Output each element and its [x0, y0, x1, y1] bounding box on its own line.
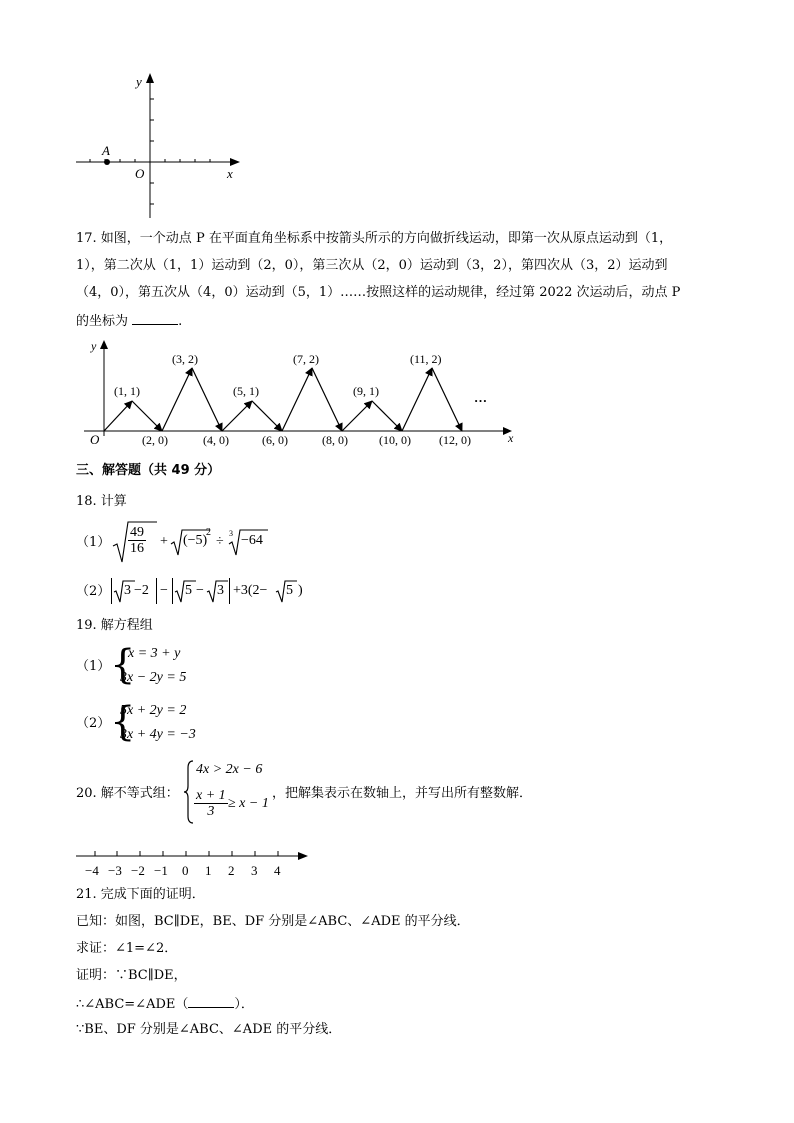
- tick-label: 0: [182, 863, 189, 878]
- minus-sign: −: [160, 583, 168, 598]
- close-paren: ): [298, 583, 303, 598]
- point-label-4-0: (4, 0): [203, 433, 229, 447]
- point-label-6-0: (6, 0): [262, 433, 288, 447]
- equation-1: x = 3 + y: [128, 646, 181, 661]
- q21-proof-line-1: 证明：∵BC∥DE，: [76, 968, 187, 983]
- tick-label: 4: [274, 863, 281, 878]
- x-axis-label: x: [227, 166, 233, 181]
- q18-p1-cbrt-body: −64: [241, 533, 263, 548]
- point-label-9-1: (9, 1): [353, 384, 379, 398]
- point-label-7-2: (7, 2): [293, 352, 319, 366]
- left-brace: [184, 760, 194, 824]
- fraction-denominator: 3: [207, 804, 215, 819]
- x-axis-label: x: [508, 431, 514, 445]
- tick-label: −1: [154, 863, 168, 878]
- tick-label: 1: [205, 863, 212, 878]
- section-3-title: 三、解答题（共 49 分）: [76, 463, 221, 478]
- plus-sign: +: [160, 534, 168, 549]
- q21-proof-line-2: [76, 995, 254, 1013]
- y-axis-label: y: [91, 339, 97, 353]
- radicand: 3: [217, 583, 224, 598]
- point-a-label: A: [102, 143, 110, 158]
- ellipsis: …: [474, 390, 487, 405]
- number-line-arrow: [298, 852, 308, 860]
- left-brace: {: [110, 642, 136, 688]
- q17-line-4: [76, 312, 182, 330]
- fraction-denominator: 16: [130, 541, 144, 556]
- q19-part1-label: （1）: [76, 659, 111, 674]
- y-axis-label: y: [136, 74, 142, 89]
- root-index: 3: [229, 529, 233, 538]
- q17-answer-suffix: .: [178, 314, 183, 329]
- division-sign: ÷: [216, 534, 224, 549]
- abs-bar: [111, 578, 112, 604]
- origin-label: O: [90, 432, 100, 447]
- point-label-5-1: (5, 1): [233, 384, 259, 398]
- q18-p2-tail: +3(2−: [233, 583, 268, 598]
- fraction-numerator: x + 1: [196, 788, 226, 803]
- q17-line-3: （4，0），第五次从（4，0）运动到（5，1）……按照这样的运动规律，经过第 2022 次运动后，动点 P: [76, 285, 681, 300]
- origin-label: O: [135, 166, 145, 181]
- equation-2: 3x − 2y = 5: [120, 670, 187, 685]
- q18-p1-fraction: [128, 525, 146, 556]
- radicand: 5: [185, 583, 192, 598]
- tick-label: −2: [131, 863, 145, 878]
- zigzag-path: [104, 368, 462, 431]
- q17-answer-prefix: 的坐标为: [76, 314, 129, 329]
- inequality-1: 4x > 2x − 6: [196, 762, 263, 777]
- q20-fraction: [194, 788, 228, 819]
- radicand: 5: [286, 583, 293, 598]
- tick-label: −4: [85, 863, 99, 878]
- q18-part1-label: （1）: [76, 535, 111, 550]
- q18-part2: [76, 575, 376, 609]
- q21-proof-2-prefix: ∴∠ABC=∠ADE（: [76, 997, 189, 1012]
- left-brace: {: [110, 699, 136, 745]
- point-label-12-0: (12, 0): [439, 433, 471, 447]
- abs-bar: [172, 578, 173, 604]
- tick-label: −3: [108, 863, 122, 878]
- q19-title: 19. 解方程组: [76, 618, 153, 633]
- q18-title: 18. 计算: [76, 494, 127, 509]
- q21-proof-line-3: ∵BE、DF 分别是∠ABC、∠ADE 的平分线．: [76, 1022, 342, 1037]
- radicand: 3: [124, 583, 131, 598]
- abs-bar: [229, 578, 230, 604]
- y-axis-arrow: [146, 73, 154, 83]
- tick-label: 2: [228, 863, 235, 878]
- inequality-2-rest: ≥ x − 1: [228, 796, 269, 811]
- equation-2: 3x + 4y = −3: [120, 727, 196, 742]
- point-label-8-0: (8, 0): [322, 433, 348, 447]
- q19-system-1: [76, 643, 276, 689]
- q16-axes-figure: [70, 70, 250, 225]
- q18-p1-sqrt2-body: (−5): [183, 533, 208, 548]
- number-line: [74, 845, 314, 879]
- q21-reason-blank[interactable]: [188, 995, 234, 1008]
- q18-p2-term: −2: [134, 583, 149, 598]
- q21-proof-2-suffix: ）．: [234, 997, 254, 1012]
- q17-zigzag-figure: [82, 336, 522, 451]
- q17-line-2: 1），第二次从（1，1）运动到（2，0），第三次从（2，0）运动到（3，2），第四次从（3，2）运动到: [76, 258, 668, 273]
- q20-prefix: 20. 解不等式组：: [76, 786, 179, 801]
- q17-answer-blank[interactable]: [132, 312, 178, 325]
- minus-sign: −: [196, 583, 204, 598]
- point-label-3-2: (3, 2): [172, 352, 198, 366]
- q21-prove: 求证：∠1=∠2．: [76, 941, 178, 956]
- q19-part2-label: （2）: [76, 716, 111, 731]
- abs-bar: [156, 578, 157, 604]
- fraction-numerator: 49: [130, 525, 144, 540]
- q21-title: 21. 完成下面的证明．: [76, 887, 205, 902]
- q20: [76, 758, 596, 828]
- point-a: [104, 159, 110, 165]
- tick-label: 3: [251, 863, 258, 878]
- point-label-10-0: (10, 0): [379, 433, 411, 447]
- x-axis-arrow: [230, 158, 240, 166]
- y-axis-arrow: [100, 340, 108, 349]
- q17-line-1: 17. 如图，一个动点 P 在平面直角坐标系中按箭头所示的方向做折线运动，即第一次从原点运动到（1，: [76, 231, 673, 246]
- exponent: 2: [206, 527, 211, 538]
- q18-part1: [76, 520, 376, 564]
- q20-suffix: ，把解集表示在数轴上，并写出所有整数解．: [272, 786, 533, 801]
- equation-1: 5x + 2y = 2: [120, 703, 187, 718]
- point-label-11-2: (11, 2): [410, 352, 442, 366]
- q19-system-2: [76, 700, 276, 746]
- point-label-2-0: (2, 0): [142, 433, 168, 447]
- q18-part2-label: （2）: [76, 584, 111, 599]
- q21-given: 已知：如图，BC∥DE，BE、DF 分别是∠ABC、∠ADE 的平分线．: [76, 914, 470, 929]
- point-label-1-1: (1, 1): [114, 384, 140, 398]
